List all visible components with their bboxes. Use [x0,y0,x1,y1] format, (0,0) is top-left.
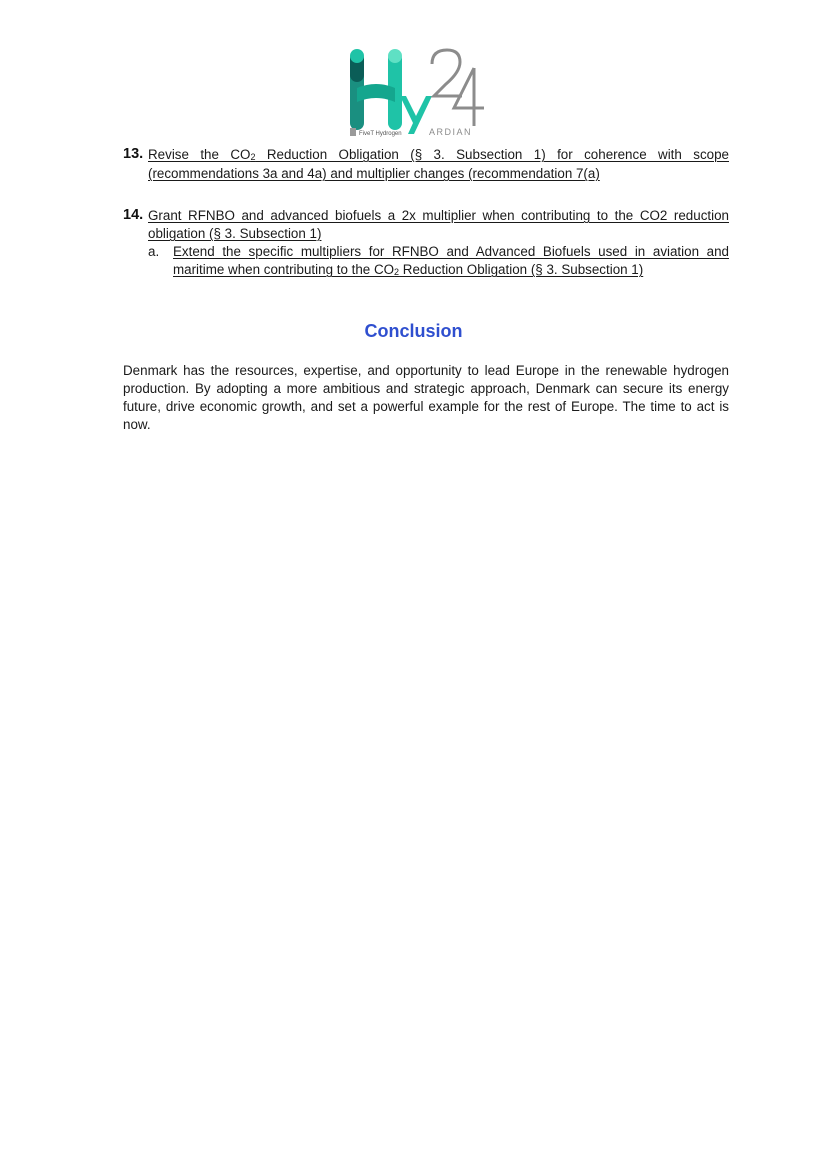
list-item-13 [123,146,729,183]
item13-subscript: 2 [250,152,256,162]
hy24-logo-graphic [346,46,486,138]
recommendation-list-part [123,146,729,183]
logo-sub-right: ARDIAN [429,127,473,137]
conclusion-paragraph: Denmark has the resources, expertise, and opportunity to lead Europe in the renewable hydrogen production. By adopting a more ambitious and strategic approach, Denmark can secure its energy future, drive economic growth, and set a powerful example for the rest of Europe. The time to act is now. [123,363,729,432]
list-item-text: Grant RFNBO and advanced biofuels a 2x multiplier when contributing to the CO2 reduction obligation (§ 3. Subsection 1) [148,208,729,241]
hy24-logo [346,46,486,138]
logo-h-right-dot [388,49,402,63]
logo-y-letter [400,96,432,134]
list-subitem-text [173,243,729,280]
list-item-14 [123,207,729,243]
list-subitem-a [123,243,729,280]
logo-digit-2 [432,50,462,96]
logo-sub-left: FiveT Hydrogen [359,131,402,137]
list-subitem-letter: a. [148,244,160,259]
item13-text-a: Revise the CO [148,147,251,162]
logo-h-crossbar [357,84,395,102]
item13-text-b: Reduction Obligation (§ 3. Subsection 1) for coherence with scope (recommendations 3a and 4a) and multiplier changes (recommendation 7(a) [148,147,729,181]
recommendation-list-part [123,207,729,280]
subitem-text-b: Reduction Obligation (§ 3. Subsection 1) [399,262,644,277]
conclusion-heading: Conclusion [364,321,463,341]
list-item-number: 14. [123,207,144,223]
logo-digit-4 [454,68,484,126]
logo-fivet-mark [350,128,356,136]
subitem-subscript: 2 [394,267,400,277]
list-item-number: 13. [123,146,144,162]
subitem-text-a: Extend the specific multipliers for RFNBO and Advanced Biofuels used in aviation and maritime when contributing to the CO [173,244,729,277]
logo-h-left-dot [350,49,364,63]
list-item-text [148,146,729,183]
